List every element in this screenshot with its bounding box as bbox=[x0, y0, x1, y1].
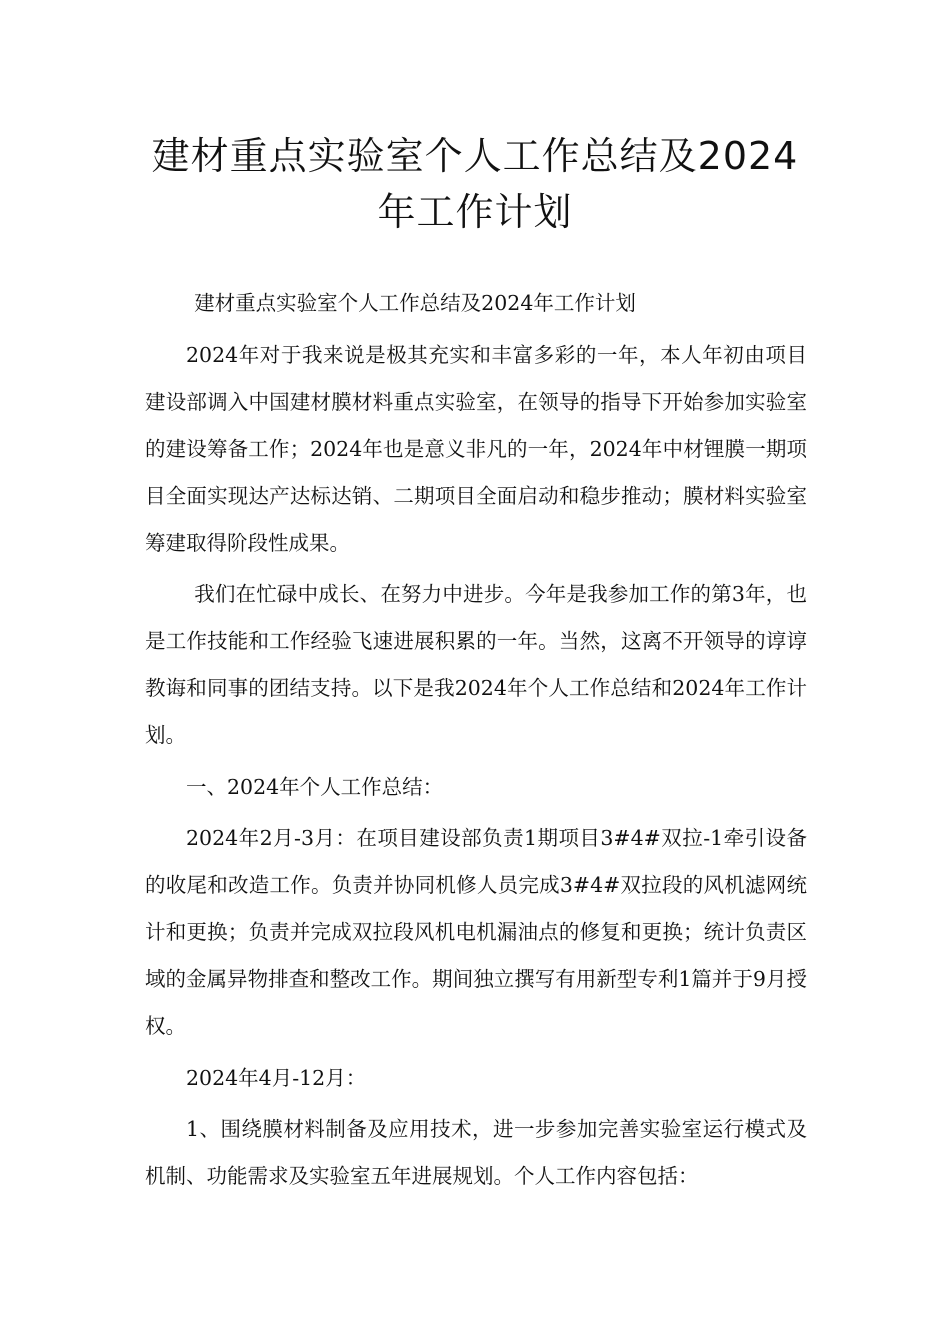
paragraph-item-1: 1、围绕膜材料制备及应用技术，进一步参加完善实验室运行模式及机制、功能需求及实验室五年进展规划。个人工作内容包括： bbox=[145, 1117, 807, 1188]
title-line-2: 年工作计划 bbox=[377, 190, 573, 234]
section-heading-summary: 一、2024年个人工作总结： bbox=[186, 774, 444, 799]
document-body bbox=[145, 280, 807, 1205]
paragraph-feb-mar: 2024年2月-3月：在项目建设部负责1期项目3#4#双拉-1牵引设备的收尾和改造工作。负责并协同机修人员完成3#4#双拉段的风机滤网统计和更换；负责并完成双拉段风机电机漏油点的修复和更换；统计负责区域的金属异物排查和整改工作。期间独立撰写有用新型专利1篇并于9月授权。 bbox=[145, 826, 807, 1038]
document-title bbox=[100, 128, 850, 240]
title-line-1: 建材重点实验室个人工作总结及2024 bbox=[151, 134, 799, 178]
paragraph-apr-dec-heading: 2024年4月-12月： bbox=[186, 1065, 367, 1090]
subtitle-paragraph: 建材重点实验室个人工作总结及2024年工作计划 bbox=[194, 291, 636, 315]
paragraph-intro: 2024年对于我来说是极其充实和丰富多彩的一年，本人年初由项目建设部调入中国建材膜材料重点实验室，在领导的指导下开始参加实验室的建设筹备工作；2024年也是意义非凡的一年，2024年中材锂膜一期项目全面实现达产达标达销、二期项目全面启动和稳步推动；膜材料实验室筹建取得阶段性成果。 bbox=[145, 342, 807, 555]
paragraph-growth: 我们在忙碌中成长、在努力中进步。今年是我参加工作的第3年，也是工作技能和工作经验飞速进展积累的一年。当然，这离不开领导的谆谆教诲和同事的团结支持。以下是我2024年个人工作总结和2024年工作计划。 bbox=[145, 582, 807, 747]
